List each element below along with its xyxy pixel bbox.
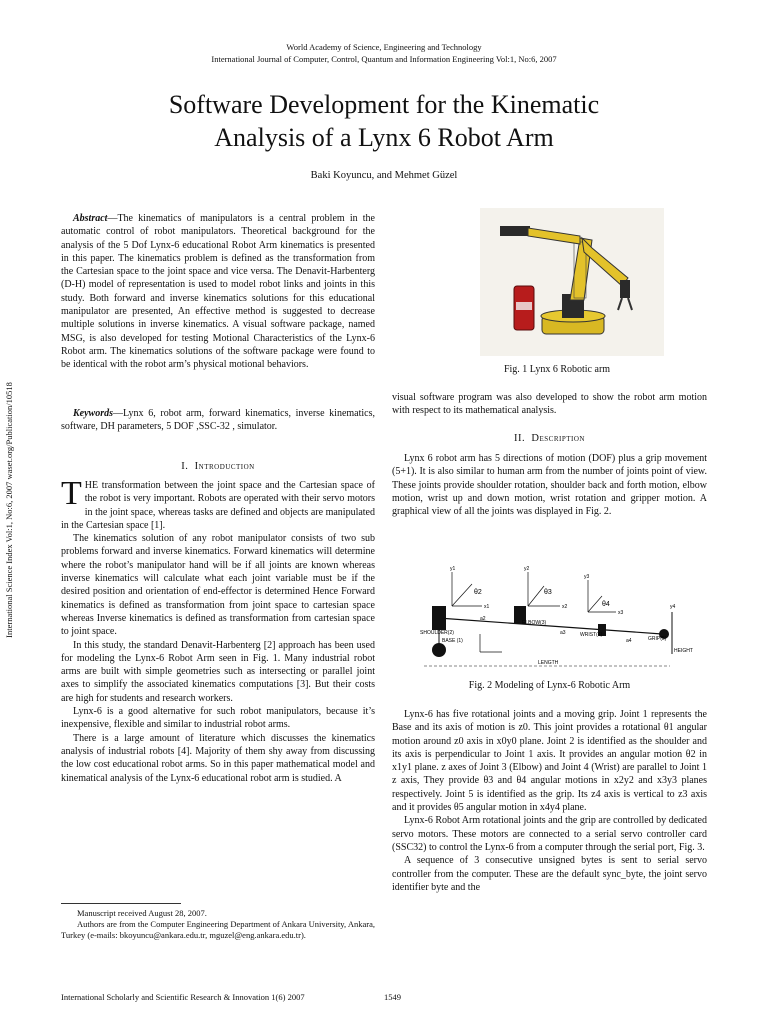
paper-title [60,88,708,154]
label-grip: GRIP(5) [648,636,667,642]
footnote-received: Manuscript received August 28, 2007. [77,908,207,918]
footnote-rule [61,903,181,904]
description-p3: Lynx-6 Robot Arm rotational joints and the grip are controlled by dedicated servo motors. These motors are connected to a serial servo controller card (SSC32) to control the Lynx-6 from a computer through the serial port, Fig. 3. [392,815,707,853]
side-index-text [2,360,16,660]
label-theta2: θ2 [474,589,482,596]
section-heading-description [392,433,707,444]
section-title: Introduction [194,461,255,472]
label-height: HEIGHT [674,648,693,654]
link-line [438,618,662,634]
section-number: II. [514,433,526,444]
description-p1-text: Lynx 6 robot arm has 5 directions of motion (DOF) plus a grip movement (5+1). It is also similar to human arm from the number of joints point of view. These joints provide shoulder rotation, shoulder back and forth motion, elbow motion, wrist up and down motion, wrist rotation and gripper motion. A graphical view of all the joints was displayed in Fig. 2. [392,453,707,518]
title-line-2: Analysis of a Lynx 6 Robot Arm [214,123,554,152]
label-y2: y2 [524,566,530,572]
authors: Baki Koyuncu, and Mehmet Güzel [310,170,458,181]
footnotes [61,908,375,941]
keywords [61,407,375,434]
abstract-text: —The kinematics of manipulators is a central problem in the automatic control of robot manipulators. Theoretical background for the analysis of the 5 Dof Lynx-6 educational Robot Arm kinematics is presented in this paper. The kinematics problem is defined as the transformation from the Cartesian space to the joint space and vice versa. The Denavit-Harbenterg (D-H) model of representation is used to model robot links and joints in this study. Both forward and inverse kinematics solutions for this educational manipulator are presented, An effective method is suggested to decrease multiple solutions in inverse kinematics. A visual software package, named MSG, is also developed for testing Motional Characteristics of the Lynx-6 Robot arm. The kinematics solutions of the software package were found to be identical with the robot arm’s physical motional behaviors. [61,213,375,371]
label-y1: y1 [450,566,456,572]
label-y4: y4 [670,604,676,610]
description-p4: A sequence of 3 consecutive unsigned bytes is sent to serial servo controller from the computer. These are the default sync_byte, the joint servo identifier byte and the [392,855,707,893]
label-a4: a4 [626,638,632,644]
keywords-label: Keywords [73,408,113,419]
figure-2-diagram [420,562,705,674]
journal-volume: International Journal of Computer, Control, Quantum and Information Engineering Vol:1, No:6, 2007 [211,54,557,64]
shoulder-joint [432,606,446,630]
journal-name: World Academy of Science, Engineering and Technology [286,42,482,52]
abstract [61,212,375,372]
abstract-label: Abstract [73,213,108,224]
label-x3: x3 [618,610,624,616]
base-joint [432,643,446,657]
label-base: BASE (1) [442,638,463,644]
keywords-text: —Lynx 6, robot arm, forward kinematics, inverse kinematics, software, DH parameters, 5 DOF ,SSC-32 , simulator. [61,408,375,433]
label-elbow: ELBOW(3) [522,620,547,626]
page-number: 1549 [384,992,401,1002]
intro-p1-text: HE transformation between the joint space and the Cartesian space of the robot is very important. Robots are operated with their servo motors in the joint space, whereas tasks are defined and objects are manipulated in the Cartesian space [1]. [61,480,375,531]
label-length: LENGTH [538,660,559,666]
label-shoulder: SHOULDER(2) [420,630,454,636]
side-index-label: International Science Index Vol:1, No:6, 2007 waset.org/Publication/10518 [4,382,14,638]
label-theta4: θ4 [602,601,610,608]
label-y3: y3 [584,574,590,580]
label-a2: a2 [480,616,486,622]
drop-cap: T [61,475,82,512]
intro-paragraph-5: There is a large amount of literature which discusses the kinematics analysis of industrial robots [4]. Majority of them shy away from discussing the low cost educational robot arms. So in this paper mathematical model and kinematical analysis of the Lynx-6 educational robot arm is studied. A [61,732,375,784]
figure-1-robot-photo [480,208,664,356]
right-column-continuation [392,391,707,418]
figure-1-caption: Fig. 1 Lynx 6 Robotic arm [503,364,611,375]
figure-2-caption: Fig. 2 Modeling of Lynx-6 Robotic Arm [468,680,631,691]
intro-paragraph-1 [61,475,375,532]
section-title: Description [531,433,585,444]
description-p2: Lynx-6 has five rotational joints and a moving grip. Joint 1 represents the Base and its axis of motion is z0. This joint provides a rotational θ1 angular motion around z0 axis in x0y0 plane. Joint 2 is identified as the shoulder and its axis is perpendicular to Joint 1 axis. It provides an angular motion θ2 in x1y1 plane. z axes of Joint 3 (Elbow) and Joint 4 (Wrist) are parallel to Joint 1 z axis, They provide θ3 and θ4 angular motions in x2y2 and x3y3 planes respectively. Joint 5 is identified as the grip. Its z4 axis is vertical to z3 axis and it provides θ5 angular motion in x4y4 plane. [392,709,707,814]
label-a3: a3 [560,630,566,636]
intro-paragraph-3: In this study, the standard Denavit-Harbenterg [2] approach has been used for modeling the Lynx-6 Robot Arm seen in Fig. 1. Many industrial robot arms are built with simple geometries such as intersecting or parallel joint axes to simplify the associated kinematics computations [3]. But their costs are high for students and research workers. [61,639,375,704]
description-body [392,708,707,894]
label-x2: x2 [562,604,568,610]
footer-publisher: International Scholarly and Scientific Research & Innovation 1(6) 2007 [61,992,305,1002]
right-p-cont: visual software program was also developed to show the robot arm motion with respect to its mathematical analysis. [392,392,707,417]
robot-arm-illustration [480,208,664,356]
section-number: I. [181,461,189,472]
section-heading-introduction [61,461,375,472]
label-theta3: θ3 [544,589,552,596]
label-x1: x1 [484,604,490,610]
description-paragraph-1 [392,452,707,518]
footnote-authors: Authors are from the Computer Engineering Department of Ankara University, Ankara, Turkey (e-mails: bkoyuncu@ankara.edu.tr, mguzel@eng.ankara.edu.tr). [61,919,375,940]
intro-paragraph-2: The kinematics solution of any robot manipulator consists of two sub problems forward and inverse kinematics. Forward kinematics will determine where the robot’s manipulator hand will be if all joints are known whereas inverse kinematics will calculate what each joint variable must be if the desired position and orientation of end-effector is determined Hence Forward kinematics is defined as transformation from joint space to cartesian space whereas Inverse kinematics is defined as transformation from cartesian space to joint space. [61,533,375,638]
introduction-body [61,475,375,785]
intro-paragraph-4: Lynx-6 is a good alternative for such robot manipulators, because it’s inexpensive, flexible and similar to industrial robot arms. [61,706,375,731]
title-line-1: Software Development for the Kinematic [168,90,600,119]
label-wrist: WRIST(4) [580,632,603,638]
